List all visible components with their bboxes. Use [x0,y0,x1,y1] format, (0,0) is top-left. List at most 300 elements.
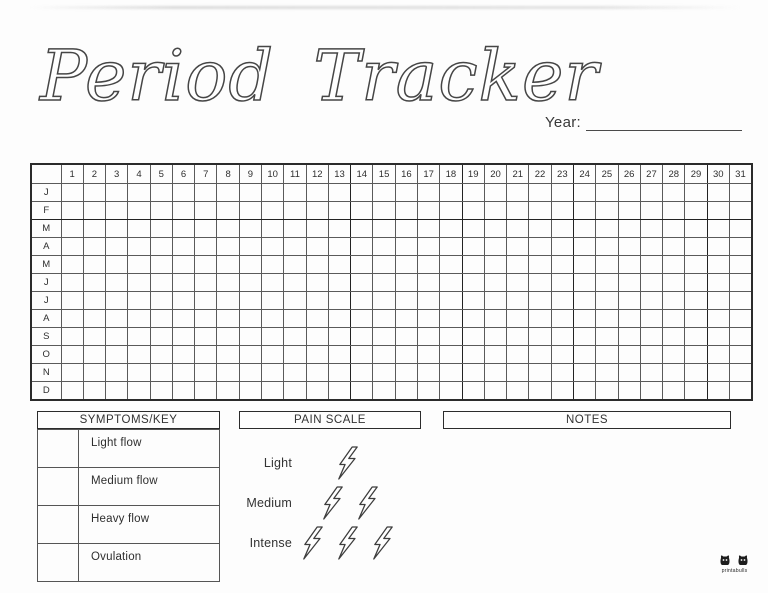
calendar-day-cell[interactable] [262,220,284,238]
calendar-day-cell[interactable] [239,238,261,256]
calendar-day-cell[interactable] [83,364,105,382]
calendar-day-cell[interactable] [551,364,573,382]
calendar-day-cell[interactable] [172,184,194,202]
calendar-day-cell[interactable] [328,220,350,238]
calendar-day-cell[interactable] [217,220,239,238]
calendar-day-cell[interactable] [685,328,707,346]
calendar-day-cell[interactable] [351,256,373,274]
calendar-day-cell[interactable] [529,202,551,220]
calendar-day-cell[interactable] [217,310,239,328]
calendar-day-cell[interactable] [373,184,395,202]
calendar-day-cell[interactable] [217,274,239,292]
calendar-day-cell[interactable] [551,310,573,328]
calendar-day-cell[interactable] [239,292,261,310]
calendar-day-cell[interactable] [418,238,440,256]
calendar-day-cell[interactable] [284,256,306,274]
calendar-day-cell[interactable] [551,382,573,401]
calendar-day-cell[interactable] [573,184,595,202]
calendar-day-cell[interactable] [373,346,395,364]
calendar-day-cell[interactable] [729,202,752,220]
calendar-day-cell[interactable] [328,184,350,202]
calendar-day-cell[interactable] [618,184,640,202]
calendar-day-cell[interactable] [262,256,284,274]
calendar-day-cell[interactable] [262,238,284,256]
calendar-day-cell[interactable] [729,346,752,364]
calendar-day-cell[interactable] [440,328,462,346]
calendar-day-cell[interactable] [484,310,506,328]
calendar-day-cell[interactable] [596,274,618,292]
calendar-day-cell[interactable] [729,184,752,202]
calendar-day-cell[interactable] [507,328,529,346]
calendar-day-cell[interactable] [61,274,83,292]
calendar-day-cell[interactable] [328,382,350,401]
calendar-day-cell[interactable] [507,256,529,274]
calendar-day-cell[interactable] [640,292,662,310]
calendar-day-cell[interactable] [573,274,595,292]
calendar-day-cell[interactable] [618,256,640,274]
calendar-day-cell[interactable] [640,274,662,292]
calendar-day-cell[interactable] [83,220,105,238]
calendar-day-cell[interactable] [551,292,573,310]
calendar-day-cell[interactable] [729,238,752,256]
calendar-day-cell[interactable] [262,184,284,202]
calendar-day-cell[interactable] [484,256,506,274]
calendar-day-cell[interactable] [573,202,595,220]
calendar-day-cell[interactable] [663,238,685,256]
calendar-day-cell[interactable] [106,328,128,346]
calendar-day-cell[interactable] [573,382,595,401]
calendar-day-cell[interactable] [440,364,462,382]
calendar-day-cell[interactable] [373,256,395,274]
calendar-day-cell[interactable] [150,346,172,364]
calendar-day-cell[interactable] [418,292,440,310]
calendar-day-cell[interactable] [462,238,484,256]
calendar-day-cell[interactable] [217,184,239,202]
calendar-day-cell[interactable] [150,328,172,346]
calendar-day-cell[interactable] [373,382,395,401]
calendar-day-cell[interactable] [328,310,350,328]
calendar-day-cell[interactable] [484,274,506,292]
calendar-day-cell[interactable] [172,274,194,292]
calendar-day-cell[interactable] [663,256,685,274]
calendar-day-cell[interactable] [462,364,484,382]
calendar-day-cell[interactable] [61,220,83,238]
calendar-day-cell[interactable] [106,292,128,310]
calendar-day-cell[interactable] [239,364,261,382]
calendar-day-cell[interactable] [551,328,573,346]
calendar-day-cell[interactable] [150,220,172,238]
calendar-day-cell[interactable] [663,346,685,364]
calendar-day-cell[interactable] [284,184,306,202]
calendar-day-cell[interactable] [707,292,729,310]
calendar-day-cell[interactable] [529,346,551,364]
calendar-day-cell[interactable] [150,256,172,274]
calendar-day-cell[interactable] [507,202,529,220]
calendar-day-cell[interactable] [551,256,573,274]
calendar-day-cell[interactable] [729,328,752,346]
calendar-day-cell[interactable] [83,292,105,310]
calendar-day-cell[interactable] [351,220,373,238]
calendar-day-cell[interactable] [351,364,373,382]
calendar-day-cell[interactable] [551,184,573,202]
calendar-day-cell[interactable] [640,346,662,364]
calendar-day-cell[interactable] [529,310,551,328]
calendar-day-cell[interactable] [395,238,417,256]
calendar-day-cell[interactable] [685,184,707,202]
calendar-day-cell[interactable] [573,310,595,328]
calendar-day-cell[interactable] [596,220,618,238]
calendar-day-cell[interactable] [195,184,217,202]
calendar-day-cell[interactable] [484,184,506,202]
calendar-day-cell[interactable] [395,364,417,382]
calendar-day-cell[interactable] [373,238,395,256]
calendar-day-cell[interactable] [217,382,239,401]
calendar-day-cell[interactable] [573,292,595,310]
calendar-day-cell[interactable] [707,274,729,292]
calendar-day-cell[interactable] [106,310,128,328]
calendar-day-cell[interactable] [529,292,551,310]
calendar-day-cell[interactable] [618,292,640,310]
calendar-day-cell[interactable] [462,184,484,202]
calendar-day-cell[interactable] [195,310,217,328]
calendar-day-cell[interactable] [596,382,618,401]
calendar-day-cell[interactable] [328,274,350,292]
calendar-day-cell[interactable] [529,184,551,202]
calendar-day-cell[interactable] [128,184,150,202]
calendar-day-cell[interactable] [83,310,105,328]
calendar-day-cell[interactable] [484,382,506,401]
calendar-day-cell[interactable] [418,310,440,328]
calendar-day-cell[interactable] [128,256,150,274]
calendar-day-cell[interactable] [640,382,662,401]
calendar-day-cell[interactable] [128,292,150,310]
calendar-day-cell[interactable] [640,238,662,256]
calendar-day-cell[interactable] [729,292,752,310]
calendar-day-cell[interactable] [195,382,217,401]
calendar-day-cell[interactable] [284,346,306,364]
calendar-day-cell[interactable] [306,256,328,274]
calendar-day-cell[interactable] [596,202,618,220]
calendar-day-cell[interactable] [484,328,506,346]
calendar-day-cell[interactable] [150,364,172,382]
calendar-day-cell[interactable] [128,220,150,238]
calendar-day-cell[interactable] [418,346,440,364]
calendar-day-cell[interactable] [440,238,462,256]
calendar-day-cell[interactable] [239,328,261,346]
calendar-day-cell[interactable] [128,238,150,256]
calendar-day-cell[interactable] [351,310,373,328]
calendar-day-cell[interactable] [596,292,618,310]
calendar-day-cell[interactable] [618,220,640,238]
calendar-day-cell[interactable] [351,274,373,292]
year-input-line[interactable] [586,115,742,131]
calendar-day-cell[interactable] [507,346,529,364]
calendar-day-cell[interactable] [284,310,306,328]
calendar-day-cell[interactable] [284,328,306,346]
calendar-day-cell[interactable] [172,220,194,238]
calendar-day-cell[interactable] [529,328,551,346]
symptom-color-box[interactable] [38,430,79,468]
calendar-day-cell[interactable] [284,220,306,238]
calendar-day-cell[interactable] [239,274,261,292]
calendar-day-cell[interactable] [462,220,484,238]
calendar-day-cell[interactable] [217,256,239,274]
calendar-day-cell[interactable] [551,274,573,292]
calendar-day-cell[interactable] [61,310,83,328]
calendar-day-cell[interactable] [83,256,105,274]
calendar-day-cell[interactable] [663,328,685,346]
calendar-day-cell[interactable] [551,346,573,364]
calendar-day-cell[interactable] [262,274,284,292]
calendar-day-cell[interactable] [373,292,395,310]
calendar-day-cell[interactable] [150,184,172,202]
calendar-day-cell[interactable] [328,256,350,274]
calendar-day-cell[interactable] [128,364,150,382]
calendar-day-cell[interactable] [217,202,239,220]
calendar-day-cell[interactable] [685,292,707,310]
calendar-day-cell[interactable] [729,256,752,274]
calendar-day-cell[interactable] [462,292,484,310]
calendar-day-cell[interactable] [328,328,350,346]
calendar-day-cell[interactable] [395,382,417,401]
calendar-day-cell[interactable] [172,346,194,364]
calendar-day-cell[interactable] [262,346,284,364]
calendar-day-cell[interactable] [395,274,417,292]
calendar-day-cell[interactable] [685,346,707,364]
calendar-day-cell[interactable] [106,238,128,256]
calendar-day-cell[interactable] [507,382,529,401]
calendar-day-cell[interactable] [573,238,595,256]
calendar-day-cell[interactable] [685,238,707,256]
calendar-day-cell[interactable] [529,364,551,382]
calendar-day-cell[interactable] [395,184,417,202]
calendar-day-cell[interactable] [150,202,172,220]
calendar-day-cell[interactable] [83,346,105,364]
calendar-day-cell[interactable] [106,382,128,401]
calendar-day-cell[interactable] [306,202,328,220]
calendar-day-cell[interactable] [284,364,306,382]
calendar-day-cell[interactable] [395,220,417,238]
calendar-day-cell[interactable] [128,202,150,220]
calendar-day-cell[interactable] [284,238,306,256]
calendar-day-cell[interactable] [217,238,239,256]
calendar-day-cell[interactable] [640,328,662,346]
calendar-day-cell[interactable] [195,274,217,292]
calendar-day-cell[interactable] [83,328,105,346]
calendar-day-cell[interactable] [507,238,529,256]
calendar-day-cell[interactable] [440,382,462,401]
calendar-day-cell[interactable] [351,346,373,364]
calendar-day-cell[interactable] [195,202,217,220]
calendar-day-cell[interactable] [150,238,172,256]
calendar-day-cell[interactable] [640,364,662,382]
calendar-day-cell[interactable] [306,184,328,202]
calendar-day-cell[interactable] [707,364,729,382]
calendar-day-cell[interactable] [328,202,350,220]
calendar-day-cell[interactable] [239,184,261,202]
calendar-day-cell[interactable] [729,364,752,382]
calendar-day-cell[interactable] [172,382,194,401]
symptom-color-box[interactable] [38,468,79,506]
calendar-day-cell[interactable] [328,238,350,256]
calendar-day-cell[interactable] [61,202,83,220]
calendar-day-cell[interactable] [195,220,217,238]
calendar-day-cell[interactable] [573,256,595,274]
calendar-day-cell[interactable] [596,256,618,274]
calendar-day-cell[interactable] [239,346,261,364]
calendar-day-cell[interactable] [484,220,506,238]
calendar-day-cell[interactable] [440,292,462,310]
calendar-day-cell[interactable] [306,364,328,382]
calendar-day-cell[interactable] [529,238,551,256]
calendar-day-cell[interactable] [729,382,752,401]
calendar-day-cell[interactable] [61,292,83,310]
calendar-day-cell[interactable] [640,220,662,238]
calendar-day-cell[interactable] [440,310,462,328]
calendar-day-cell[interactable] [61,346,83,364]
calendar-day-cell[interactable] [729,274,752,292]
calendar-day-cell[interactable] [663,310,685,328]
calendar-day-cell[interactable] [61,364,83,382]
calendar-day-cell[interactable] [484,238,506,256]
calendar-day-cell[interactable] [462,328,484,346]
calendar-day-cell[interactable] [618,310,640,328]
calendar-day-cell[interactable] [573,328,595,346]
calendar-day-cell[interactable] [707,256,729,274]
calendar-day-cell[interactable] [239,220,261,238]
calendar-day-cell[interactable] [306,292,328,310]
calendar-day-cell[interactable] [484,292,506,310]
calendar-day-cell[interactable] [418,184,440,202]
calendar-day-cell[interactable] [663,274,685,292]
calendar-day-cell[interactable] [195,346,217,364]
calendar-day-cell[interactable] [373,364,395,382]
calendar-day-cell[interactable] [685,310,707,328]
calendar-day-cell[interactable] [262,328,284,346]
calendar-day-cell[interactable] [128,310,150,328]
calendar-day-cell[interactable] [707,202,729,220]
calendar-day-cell[interactable] [306,220,328,238]
calendar-day-cell[interactable] [172,256,194,274]
calendar-day-cell[interactable] [596,346,618,364]
calendar-day-cell[interactable] [507,184,529,202]
calendar-day-cell[interactable] [685,274,707,292]
calendar-day-cell[interactable] [150,382,172,401]
calendar-day-cell[interactable] [551,220,573,238]
calendar-day-cell[interactable] [484,346,506,364]
calendar-day-cell[interactable] [618,346,640,364]
calendar-day-cell[interactable] [395,202,417,220]
calendar-day-cell[interactable] [83,274,105,292]
calendar-day-cell[interactable] [596,364,618,382]
calendar-day-cell[interactable] [128,346,150,364]
calendar-day-cell[interactable] [418,202,440,220]
calendar-day-cell[interactable] [239,382,261,401]
calendar-day-cell[interactable] [373,310,395,328]
calendar-day-cell[interactable] [195,256,217,274]
calendar-day-cell[interactable] [373,220,395,238]
calendar-day-cell[interactable] [418,274,440,292]
calendar-day-cell[interactable] [663,364,685,382]
calendar-day-cell[interactable] [395,292,417,310]
calendar-day-cell[interactable] [663,220,685,238]
calendar-day-cell[interactable] [61,184,83,202]
calendar-day-cell[interactable] [618,382,640,401]
calendar-day-cell[interactable] [284,274,306,292]
calendar-day-cell[interactable] [440,274,462,292]
calendar-day-cell[interactable] [128,382,150,401]
symptom-color-box[interactable] [38,506,79,544]
calendar-day-cell[interactable] [507,364,529,382]
calendar-day-cell[interactable] [217,328,239,346]
calendar-day-cell[interactable] [685,382,707,401]
calendar-day-cell[interactable] [83,202,105,220]
calendar-day-cell[interactable] [150,310,172,328]
calendar-day-cell[interactable] [106,274,128,292]
calendar-day-cell[interactable] [262,364,284,382]
calendar-day-cell[interactable] [217,292,239,310]
calendar-day-cell[interactable] [328,364,350,382]
calendar-day-cell[interactable] [440,184,462,202]
calendar-day-cell[interactable] [172,328,194,346]
calendar-day-cell[interactable] [729,220,752,238]
calendar-day-cell[interactable] [239,202,261,220]
calendar-day-cell[interactable] [507,274,529,292]
calendar-day-cell[interactable] [262,310,284,328]
calendar-day-cell[interactable] [106,346,128,364]
calendar-day-cell[interactable] [507,220,529,238]
calendar-day-cell[interactable] [195,364,217,382]
calendar-day-cell[interactable] [596,310,618,328]
calendar-day-cell[interactable] [484,364,506,382]
calendar-day-cell[interactable] [618,364,640,382]
calendar-day-cell[interactable] [172,310,194,328]
calendar-day-cell[interactable] [150,274,172,292]
calendar-day-cell[interactable] [618,274,640,292]
calendar-day-cell[interactable] [172,238,194,256]
calendar-day-cell[interactable] [172,364,194,382]
calendar-day-cell[interactable] [618,238,640,256]
calendar-day-cell[interactable] [663,382,685,401]
calendar-day-cell[interactable] [128,328,150,346]
calendar-day-cell[interactable] [462,310,484,328]
calendar-day-cell[interactable] [351,382,373,401]
calendar-day-cell[interactable] [195,238,217,256]
calendar-day-cell[interactable] [529,256,551,274]
calendar-day-cell[interactable] [239,256,261,274]
calendar-day-cell[interactable] [284,292,306,310]
calendar-day-cell[interactable] [685,256,707,274]
calendar-day-cell[interactable] [373,328,395,346]
calendar-day-cell[interactable] [351,292,373,310]
calendar-day-cell[interactable] [596,238,618,256]
calendar-day-cell[interactable] [640,256,662,274]
calendar-day-cell[interactable] [640,184,662,202]
calendar-day-cell[interactable] [707,184,729,202]
calendar-day-cell[interactable] [172,202,194,220]
calendar-day-cell[interactable] [306,238,328,256]
calendar-day-cell[interactable] [551,202,573,220]
calendar-day-cell[interactable] [128,274,150,292]
calendar-day-cell[interactable] [707,382,729,401]
calendar-day-cell[interactable] [239,310,261,328]
calendar-day-cell[interactable] [373,202,395,220]
calendar-day-cell[interactable] [306,310,328,328]
calendar-day-cell[interactable] [529,220,551,238]
calendar-day-cell[interactable] [573,346,595,364]
calendar-day-cell[interactable] [61,238,83,256]
calendar-day-cell[interactable] [106,220,128,238]
